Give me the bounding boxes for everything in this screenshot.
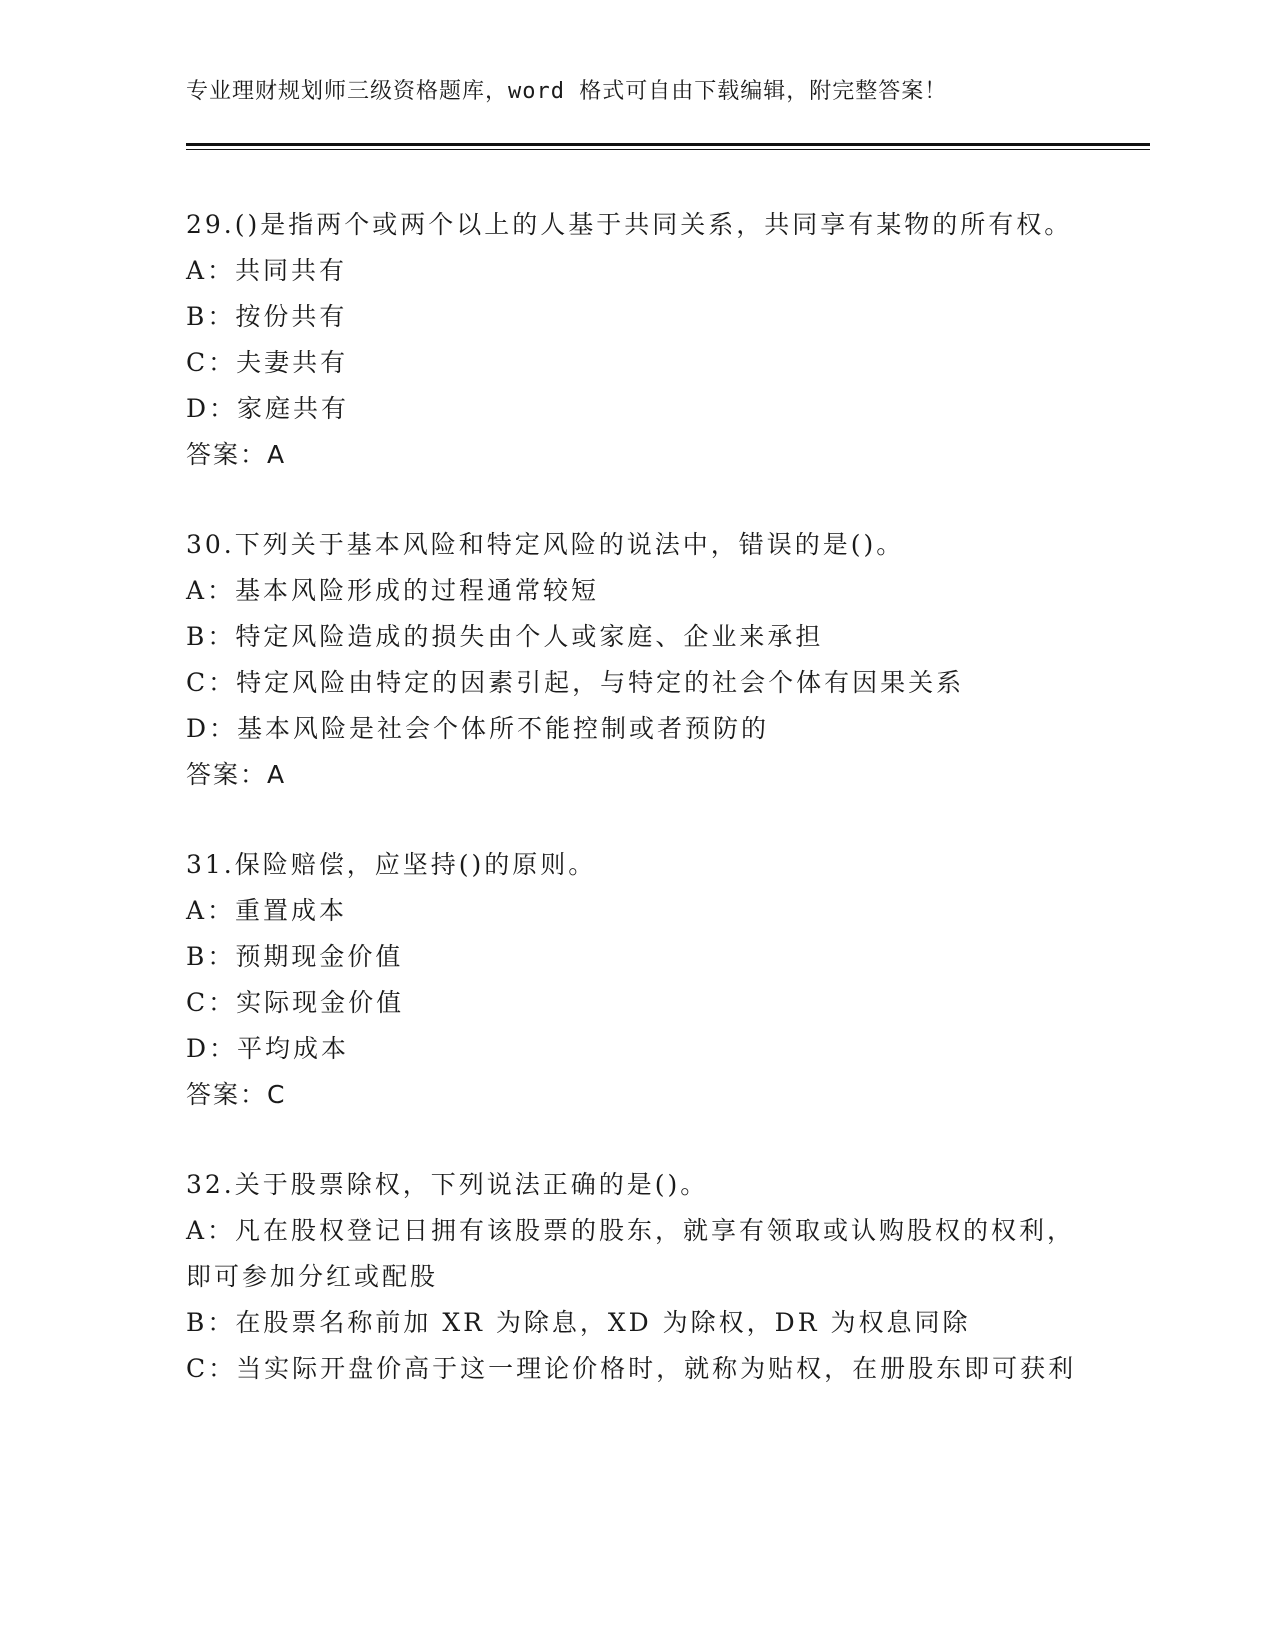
answer: 答案：C [186,1080,287,1109]
option-b: B：在股票名称前加 XR 为除息，XD 为除权，DR 为权息同除 [186,1308,971,1337]
answer: 答案：A [186,760,287,789]
option-a: A：凡在股权登记日拥有该股票的股东，就享有领取或认购股权的权利，即可参加分红或配股 [186,1216,1076,1291]
option-b: B：按份共有 [186,302,348,331]
question-text: 30.下列关于基本风险和特定风险的说法中，错误的是()。 [186,530,905,559]
question-30 [186,522,1086,798]
header-rule-thin [186,149,1150,150]
option-c: C：当实际开盘价高于这一理论价格时，就称为贴权，在册股东即可获利 [186,1354,1077,1383]
option-c: C：实际现金价值 [186,988,405,1017]
option-b: B：特定风险造成的损失由个人或家庭、企业来承担 [186,622,824,651]
option-d: D：家庭共有 [186,394,350,423]
option-c: C：夫妻共有 [186,348,349,377]
question-text: 31.保险赔偿，应坚持()的原则。 [186,850,597,879]
question-text: 32.关于股票除权，下列说法正确的是()。 [186,1170,709,1199]
question-32 [186,1162,1086,1392]
header-rule-thick [186,143,1150,146]
page-header: 专业理财规划师三级资格题库，word 格式可自由下载编辑，附完整答案！ [186,79,948,104]
question-29 [186,202,1086,478]
answer: 答案：A [186,440,287,469]
question-list [186,202,1086,1436]
option-a: A：重置成本 [186,896,348,925]
option-a: A：基本风险形成的过程通常较短 [186,576,600,605]
option-d: D：平均成本 [186,1034,350,1063]
question-31 [186,842,1086,1118]
option-a: A：共同共有 [186,256,348,285]
option-c: C：特定风险由特定的因素引起，与特定的社会个体有因果关系 [186,668,965,697]
option-b: B：预期现金价值 [186,942,404,971]
option-d: D：基本风险是社会个体所不能控制或者预防的 [186,714,770,743]
question-text: 29.()是指两个或两个以上的人基于共同关系，共同享有某物的所有权。 [186,210,1073,239]
